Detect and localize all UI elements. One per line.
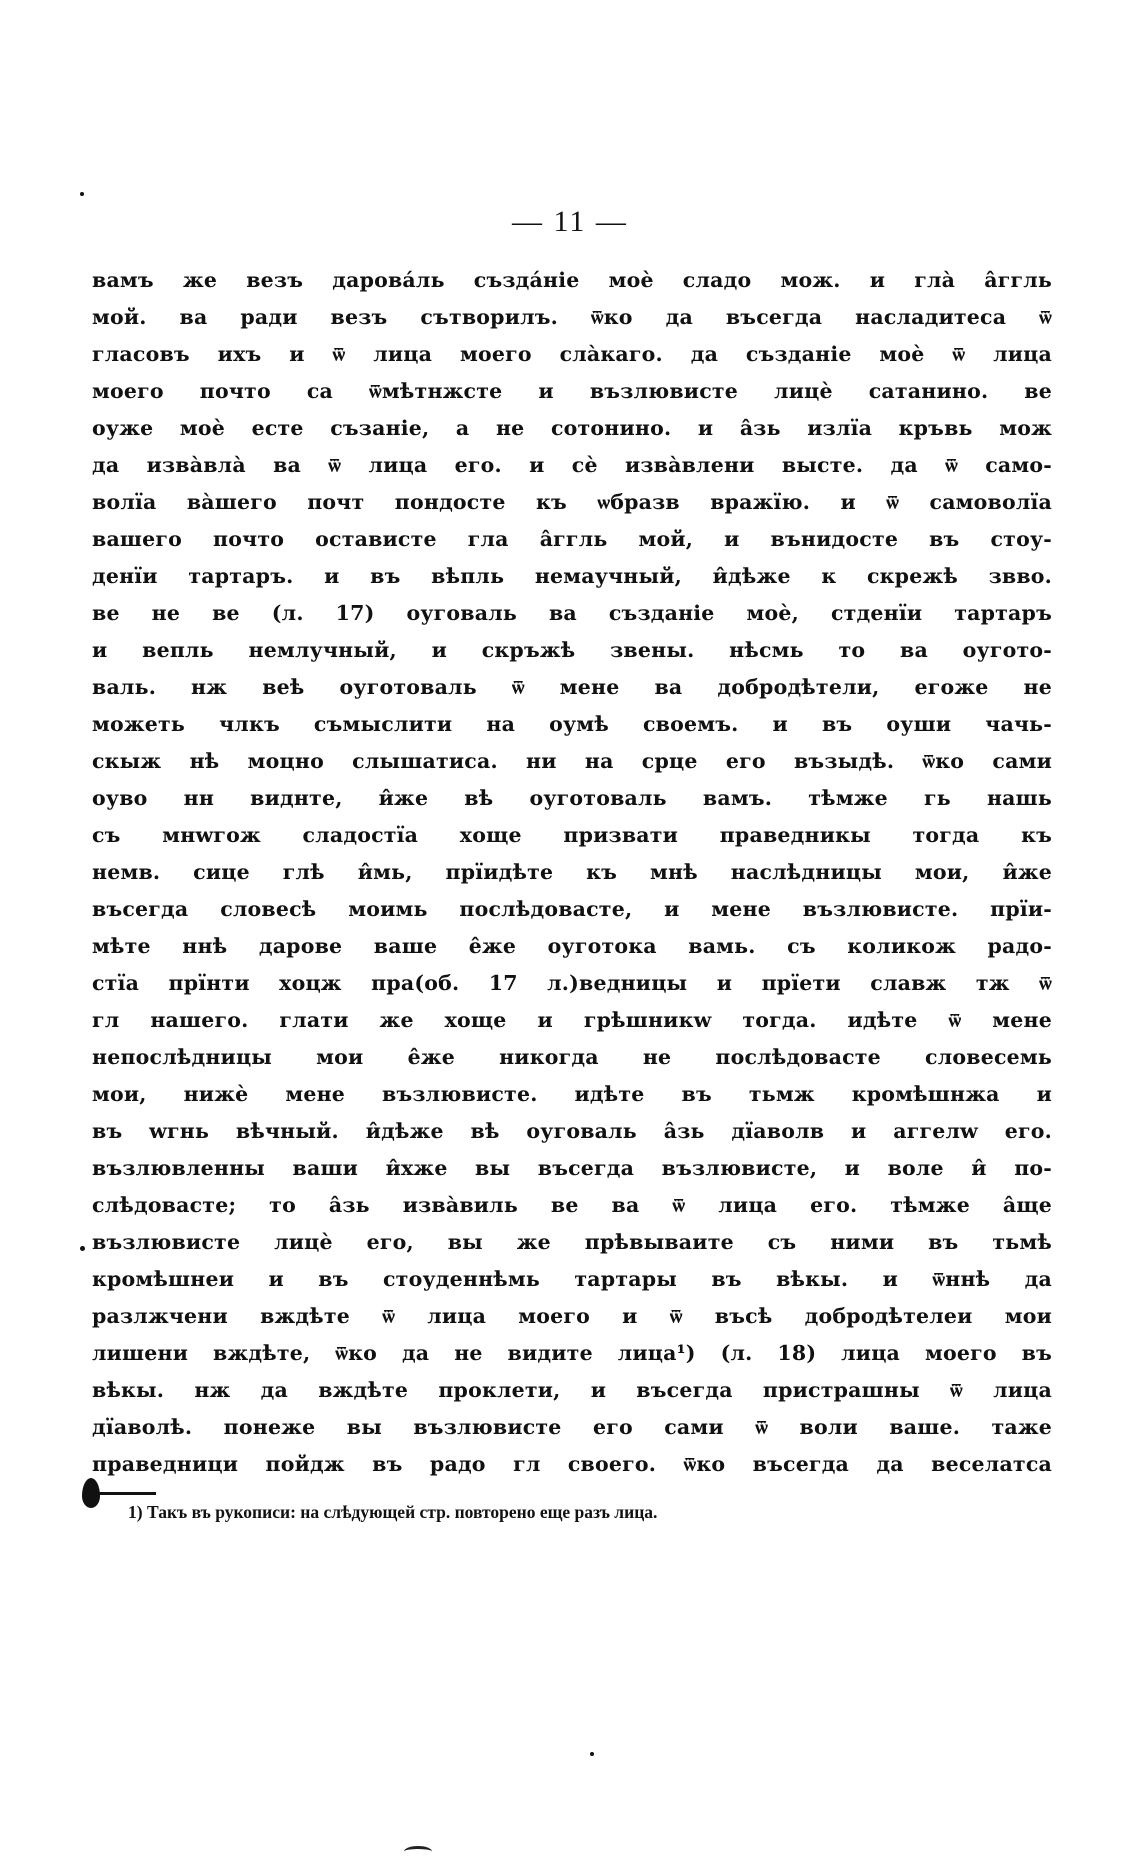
text-line: моего почто са ѿмѣтнжсте и възлювисте лицѐ сатанино. ве bbox=[92, 379, 1052, 403]
text-line: гласовъ ихъ и ѿ лица моего сла̀каго. да създанiе моѐ ѿ лица bbox=[92, 342, 1052, 366]
text-line: праведници пойдж въ радо гл своего. ѿко въсегда да веселатса bbox=[92, 1452, 1052, 1476]
text-line: мой. ва ради везъ сътворилъ. ѿко да въсегда насладитеса ѿ bbox=[92, 305, 1052, 329]
text-line: въ wгнь вѣчный. и̂дѣже вѣ оуговаль а̂зь дїаволв и аггелw его. bbox=[92, 1119, 1052, 1143]
footnote: 1) Такъ въ рукописи: на слѣдующей стр. повторено еще разъ лица. bbox=[128, 1502, 658, 1522]
text-line: можеть члкъ съмыслити на оумѣ своемъ. и въ оуши чачь- bbox=[92, 712, 1052, 736]
text-line: и вепль немлучный, и скръжѣ звены. нѣсмь то ва оугото- bbox=[92, 638, 1052, 662]
text-line: лишени вждѣте, ѿко да не видите лица¹) (л. 18) лица моего въ bbox=[92, 1341, 1052, 1365]
text-line: слѣдовасте; то а̂зь изва̀виль ве ва ѿ лица его. тѣмже а̂ще bbox=[92, 1193, 1052, 1217]
text-line: мѣте ннѣ дарове ваше е̂же оуготока вамь. съ коликож радо- bbox=[92, 934, 1052, 958]
text-line: разлжчени вждѣте ѿ лица моего и ѿ въсѣ добродѣтелеи мои bbox=[92, 1304, 1052, 1328]
text-line: мои, нижѐ мене възлювисте. идѣте въ тьмж кромѣшнжа и bbox=[92, 1082, 1052, 1106]
text-line: вамъ же везъ дарова́ль създа́ніе моѐ сладо мож. и гла̀ а̂ггль bbox=[92, 268, 1052, 292]
text-line: възлювисте лицѐ его, вы же прѣвываите съ ними въ тьмѣ bbox=[92, 1230, 1052, 1254]
body-text bbox=[92, 262, 1052, 1483]
ink-underline bbox=[96, 1492, 156, 1495]
text-line: немв. сице глѣ и̂мь, прїидѣте къ мнѣ наслѣдницы мои, и̂же bbox=[92, 860, 1052, 884]
text-line: въсегда словесѣ моимь послѣдовасте, и мене възлювисте. прїи- bbox=[92, 897, 1052, 921]
text-line: кромѣшнеи и въ стоуденнѣмь тартары въ вѣкы. и ѿннѣ да bbox=[92, 1267, 1052, 1291]
text-line: възлювленны ваши и̂хже вы въсегда възлювисте, и воле и̂ по- bbox=[92, 1156, 1052, 1180]
text-line: съ мнwгож сладостїа хоще призвати праведникы тогда къ bbox=[92, 823, 1052, 847]
text-line: вѣкы. нж да вждѣте проклети, и въсегда пристрашны ѿ лица bbox=[92, 1378, 1052, 1402]
text-line: непослѣдницы мои е̂же никогда не послѣдовасте словесемь bbox=[92, 1045, 1052, 1069]
text-line: ве не ве (л. 17) оуговаль ва създанiе моѐ, стденїи тартаръ bbox=[92, 601, 1052, 625]
margin-speck-top bbox=[80, 192, 84, 196]
page-number: — 11 — bbox=[512, 205, 628, 238]
text-line: вашего почто остависте гла а̂ггль мой, и вънидосте въ стоу- bbox=[92, 527, 1052, 551]
text-line: волїа ва̀шего почт пондосте къ ѡбразв вражїю. и ѿ самоволїа bbox=[92, 490, 1052, 514]
margin-speck-lower bbox=[590, 1752, 594, 1756]
bottom-ink-mark bbox=[404, 1846, 432, 1857]
text-line: стїа прїнти хоцж пра(об. 17 л.)ведницы и прїети славж тж ѿ bbox=[92, 971, 1052, 995]
text-line: скыж нѣ моцно слышатиса. ни на срце его възыдѣ. ѿко сами bbox=[92, 749, 1052, 773]
text-line: валь. нж веѣ оуготоваль ѿ мене ва добродѣтели, егоже не bbox=[92, 675, 1052, 699]
margin-speck-middle bbox=[80, 1246, 85, 1251]
text-line: да изва̀вла̀ ва ѿ лица его. и сѐ изва̀влени высте. да ѿ само- bbox=[92, 453, 1052, 477]
text-line: оуво нн виднте, и̂же вѣ оуготоваль вамъ. тѣмже гь нашь bbox=[92, 786, 1052, 810]
text-line: оуже моѐ есте съзанiе, а не сотонино. и а̂зь излїа кръвь мож bbox=[92, 416, 1052, 440]
text-line: денїи тартаръ. и въ вѣпль немаучный, и̂дѣже к скрежѣ звво. bbox=[92, 564, 1052, 588]
text-line: гл нашего. глати же хоще и грѣшникw тогда. идѣте ѿ мене bbox=[92, 1008, 1052, 1032]
text-line: дїаволѣ. понеже вы възлювисте его сами ѿ воли ваше. таже bbox=[92, 1415, 1052, 1439]
